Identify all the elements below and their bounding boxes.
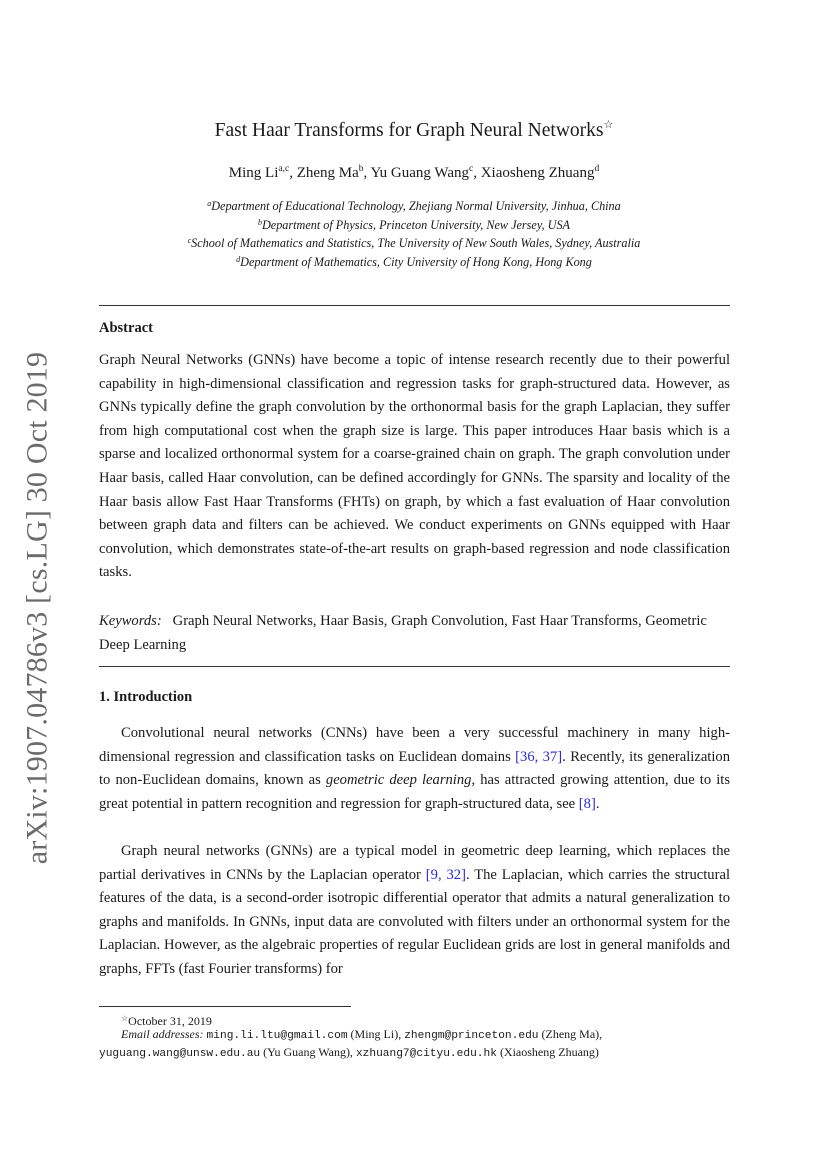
author-name: Yu Guang Wang <box>370 165 469 181</box>
footnote-mark: ☆ <box>121 1014 129 1023</box>
affiliation <box>0 233 828 252</box>
affiliation-text: Department of Educational Technology, Zhejiang Normal University, Jinhua, China <box>211 199 621 213</box>
citation-link[interactable]: [8] <box>578 795 596 812</box>
abstract-top-rule <box>99 305 730 306</box>
affiliation-text: Department of Physics, Princeton University, New Jersey, USA <box>261 217 570 232</box>
abstract-bottom-rule <box>99 666 730 667</box>
introduction-heading: 1. Introduction <box>99 689 193 705</box>
citation-link[interactable]: [36, 37] <box>515 748 563 765</box>
intro-p2-text-b: . The Laplacian, which carries the structural features of the data, is a second-order isotropic differential operator that admits a natural generalization to graphs and manifolds. In GNNs, input data are convoluted with filters under an orthonormal system for the Laplacian. However, as the algebraic properties of regular Euclidean grids are lost in general manifolds and graphs, FFTs (fast Fourier transforms) for <box>99 866 730 977</box>
footnote-emails <box>99 1026 730 1062</box>
email-owner: (Xiaosheng Zhuang) <box>499 1045 599 1059</box>
author-sup: c <box>469 164 474 174</box>
keywords-text: Graph Neural Networks, Haar Basis, Graph Convolution, Fast Haar Transforms, Geometric Deep Learning <box>99 613 707 653</box>
email-address[interactable]: xzhuang7@cityu.edu.hk <box>355 1048 497 1060</box>
author-name: Ming Li <box>228 165 279 181</box>
author-sup: b <box>358 164 364 174</box>
email-address[interactable]: yuguang.wang@unsw.edu.au <box>99 1048 261 1060</box>
intro-paragraph-2 <box>99 840 730 982</box>
arxiv-id: arXiv:1907.04786v3 [cs.LG] 30 Oct 2019 <box>20 351 53 864</box>
footnote-rule <box>99 1006 351 1007</box>
abstract-text: Graph Neural Networks (GNNs) have become a topic of intense research recently due to their powerful capability in high-dimensional classification and regression tasks for graph-structured data. However, as GNNs typically define the graph convolution by the orthonormal basis for the graph Laplacian, they suffer from high computational cost when the graph size is large. This paper introduces Haar basis which is a sparse and localized orthonormal system for a coarse-grained chain on graph. The graph convolution under Haar basis, called Haar convolution, can be defined accordingly for GNNs. The sparsity and locality of the Haar basis allow Fast Haar Transforms (FHTs) on graph, by which a fast evaluation of Haar convolution between graph data and filters can be achieved. We conduct experiments on GNNs equipped with Haar convolution, which demonstrates state-of-the-art results on graph-based regression and node classification tasks. <box>99 352 730 581</box>
affiliation <box>0 196 828 215</box>
intro-p1-text-c: , has attracted growing attention, due to its great potential in pattern recognition and regression for graph-structured data, see <box>99 772 730 812</box>
title-text: Fast Haar Transforms for Graph Neural Networks <box>214 120 604 141</box>
keywords-label: Keywords: <box>99 613 162 629</box>
affiliation-mark: b <box>257 217 262 227</box>
author-list: Ming Li$^{a,c}$, Zheng Ma$^b$, Yu Guang Wang$^c$, Xiaosheng Zhuang$^d$ <box>228 164 600 181</box>
affiliation-mark: d <box>236 254 241 264</box>
email-address[interactable]: ming.li.ltu@gmail.com <box>206 1030 348 1042</box>
title-mark: ☆ <box>603 119 614 131</box>
intro-paragraph-1 <box>99 722 730 816</box>
intro-p1-text-b: . Recently, its generalization to non-Euclidean domains, known as <box>99 748 730 789</box>
intro-p1-text-d: . <box>595 795 600 812</box>
author-name: Xiaosheng Zhuang <box>480 165 595 181</box>
arxiv-stamp <box>14 351 60 864</box>
intro-p1-text-a: Convolutional neural networks (CNNs) have been a very successful machinery in many high-dimensional regression and classification tasks on Euclidean domains <box>99 725 730 765</box>
author <box>481 165 599 181</box>
email-owner: (Yu Guang Wang), <box>263 1045 353 1059</box>
intro-p2-text-a: Graph neural networks (GNNs) are a typical model in geometric deep learning, which replaces the partial derivatives in CNNs by the Laplacian operator <box>99 843 730 883</box>
affiliation <box>0 252 828 271</box>
intro-p1-emphasis: geometric deep learning <box>325 772 472 789</box>
author <box>297 165 364 181</box>
keywords <box>99 610 730 657</box>
affiliation <box>0 215 828 234</box>
abstract-heading: Abstract <box>99 320 153 336</box>
author <box>229 165 289 181</box>
author-name: Zheng Ma <box>296 165 359 181</box>
email-owner: (Zheng Ma), <box>541 1027 603 1041</box>
affiliation-text: School of Mathematics and Statistics, The University of New South Wales, Sydney, Australia <box>191 236 641 251</box>
author <box>370 165 473 181</box>
affiliation-mark: c <box>187 236 192 246</box>
affiliation-mark: a <box>207 199 212 208</box>
email-label: Email addresses: <box>121 1027 204 1041</box>
email-owner: (Ming Li), <box>350 1027 402 1041</box>
citation-link[interactable]: [9, 32] <box>425 866 466 883</box>
email-address[interactable]: zhengm@princeton.edu <box>404 1030 539 1042</box>
footnote-date-text: October 31, 2019 <box>128 1014 212 1028</box>
paper-title <box>0 118 828 142</box>
author-sup: d <box>594 164 600 174</box>
affiliations <box>0 196 828 270</box>
author-sup: a,c <box>278 164 290 174</box>
affiliation-text: Department of Mathematics, City University of Hong Kong, Hong Kong <box>240 254 592 269</box>
